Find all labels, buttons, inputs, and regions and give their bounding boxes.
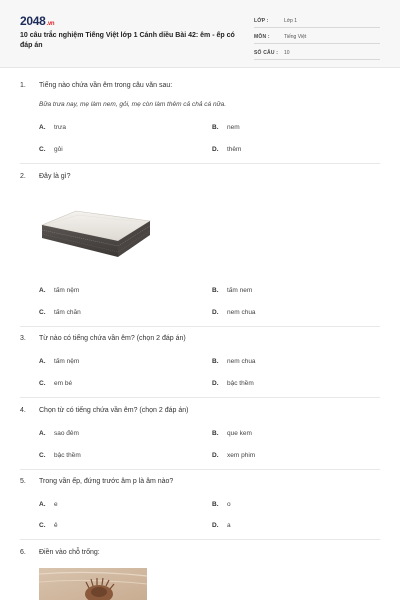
question-number: 4. bbox=[20, 407, 26, 414]
option-letter: B. bbox=[212, 358, 219, 365]
option-letter: A. bbox=[39, 501, 46, 508]
question-4-option-a[interactable] bbox=[39, 430, 79, 437]
option-text: bậc thềm bbox=[227, 380, 254, 387]
question-1-option-b[interactable] bbox=[212, 124, 240, 131]
logo-text: 2048 bbox=[20, 14, 46, 28]
question-4-option-d[interactable] bbox=[212, 452, 255, 459]
question-1-option-a[interactable] bbox=[39, 124, 66, 131]
meta-value: 10 bbox=[284, 50, 290, 56]
question-2-option-c[interactable] bbox=[39, 309, 81, 316]
question-3-option-a[interactable] bbox=[39, 358, 79, 365]
option-letter: C. bbox=[39, 146, 46, 153]
question-3-option-c[interactable] bbox=[39, 380, 72, 387]
worksheet-header bbox=[0, 0, 400, 68]
option-text: tấm nem bbox=[227, 287, 253, 294]
option-letter: C. bbox=[39, 309, 46, 316]
question-5-option-a[interactable] bbox=[39, 501, 58, 508]
option-text: nem chua bbox=[227, 358, 256, 365]
option-letter: A. bbox=[39, 124, 46, 131]
option-letter: B. bbox=[212, 430, 219, 437]
question-prompt: Điền vào chỗ trống: bbox=[39, 549, 100, 556]
page-title: 10 câu trắc nghiệm Tiếng Việt lớp 1 Cánh diều Bài 42: êm - ếp có đáp án bbox=[20, 32, 235, 49]
question-4-text bbox=[20, 407, 188, 414]
option-letter: B. bbox=[212, 501, 219, 508]
question-3-option-d[interactable] bbox=[212, 380, 254, 387]
question-1-text bbox=[20, 82, 172, 89]
question-prompt: Chọn từ có tiếng chứa vần êm? (chọn 2 đáp án) bbox=[39, 407, 189, 414]
option-letter: A. bbox=[39, 430, 46, 437]
option-letter: A. bbox=[39, 358, 46, 365]
question-3-option-b[interactable] bbox=[212, 358, 256, 365]
meta-value: Tiếng Việt bbox=[284, 34, 307, 40]
option-text: tấm nệm bbox=[54, 358, 80, 365]
option-text: o bbox=[227, 501, 231, 508]
option-text: que kem bbox=[227, 430, 252, 437]
logo-suffix: .vn bbox=[46, 21, 55, 27]
meta-label: MÔN : bbox=[254, 34, 270, 40]
question-divider bbox=[20, 326, 380, 327]
question-1-passage: Bữa trưa nay, mẹ làm nem, gỏi, mẹ còn làm thêm cả chả cá nữa. bbox=[39, 101, 227, 108]
question-1-option-d[interactable] bbox=[212, 146, 241, 153]
option-letter: D. bbox=[212, 309, 219, 316]
question-2-option-a[interactable] bbox=[39, 287, 79, 294]
option-letter: A. bbox=[39, 287, 46, 294]
question-number: 2. bbox=[20, 173, 26, 180]
question-4-option-b[interactable] bbox=[212, 430, 252, 437]
question-5-option-d[interactable] bbox=[212, 522, 231, 529]
option-text: xem phim bbox=[227, 452, 256, 459]
option-letter: B. bbox=[212, 124, 219, 131]
option-text: a bbox=[227, 522, 231, 529]
photo-image bbox=[39, 568, 147, 600]
question-prompt: Đây là gì? bbox=[39, 173, 71, 180]
option-text: ê bbox=[54, 522, 58, 529]
meta-label: SỐ CÂU : bbox=[254, 50, 279, 56]
question-divider bbox=[20, 539, 380, 540]
question-prompt: Từ nào có tiếng chứa vần êm? (chọn 2 đáp án) bbox=[39, 335, 186, 342]
meta-value: Lớp 1 bbox=[284, 18, 298, 24]
question-divider bbox=[20, 469, 380, 470]
question-5-option-c[interactable] bbox=[39, 522, 58, 529]
question-number: 6. bbox=[20, 549, 26, 556]
option-text: nem bbox=[227, 124, 240, 131]
option-letter: C. bbox=[39, 522, 46, 529]
option-text: gỏi bbox=[54, 146, 63, 153]
option-letter: C. bbox=[39, 380, 46, 387]
mattress-image bbox=[38, 207, 152, 261]
question-number: 1. bbox=[20, 82, 26, 89]
option-letter: D. bbox=[212, 146, 219, 153]
question-number: 5. bbox=[20, 478, 26, 485]
question-6-text bbox=[20, 549, 100, 556]
option-letter: C. bbox=[39, 452, 46, 459]
meta-row-subject bbox=[254, 31, 380, 44]
option-letter: D. bbox=[212, 380, 219, 387]
site-logo[interactable] bbox=[20, 14, 54, 28]
option-text: tấm nệm bbox=[54, 287, 80, 294]
question-1-option-c[interactable] bbox=[39, 146, 63, 153]
meta-info bbox=[254, 15, 380, 63]
option-text: trưa bbox=[54, 124, 66, 131]
option-text: thêm bbox=[227, 146, 242, 153]
question-number: 3. bbox=[20, 335, 26, 342]
option-text: bậc thềm bbox=[54, 452, 81, 459]
option-letter: D. bbox=[212, 522, 219, 529]
meta-row-class bbox=[254, 15, 380, 28]
question-2-option-b[interactable] bbox=[212, 287, 252, 294]
option-letter: B. bbox=[212, 287, 219, 294]
question-5-option-b[interactable] bbox=[212, 501, 231, 508]
option-text: e bbox=[54, 501, 58, 508]
question-3-text bbox=[20, 335, 186, 342]
meta-label: LỚP : bbox=[254, 18, 269, 24]
question-2-option-d[interactable] bbox=[212, 309, 256, 316]
question-prompt: Tiếng nào chứa vần êm trong câu văn sau: bbox=[39, 82, 173, 89]
question-divider bbox=[20, 163, 380, 164]
option-text: sao đêm bbox=[54, 430, 79, 437]
question-4-option-c[interactable] bbox=[39, 452, 81, 459]
question-5-text bbox=[20, 478, 173, 485]
question-2-text bbox=[20, 173, 71, 180]
option-text: tấm chăn bbox=[54, 309, 81, 316]
question-divider bbox=[20, 397, 380, 398]
option-text: em bé bbox=[54, 380, 73, 387]
question-prompt: Trong vần ếp, đứng trước âm p là âm nào? bbox=[39, 478, 174, 485]
option-letter: D. bbox=[212, 452, 219, 459]
meta-row-count bbox=[254, 47, 380, 60]
option-text: nem chua bbox=[227, 309, 256, 316]
